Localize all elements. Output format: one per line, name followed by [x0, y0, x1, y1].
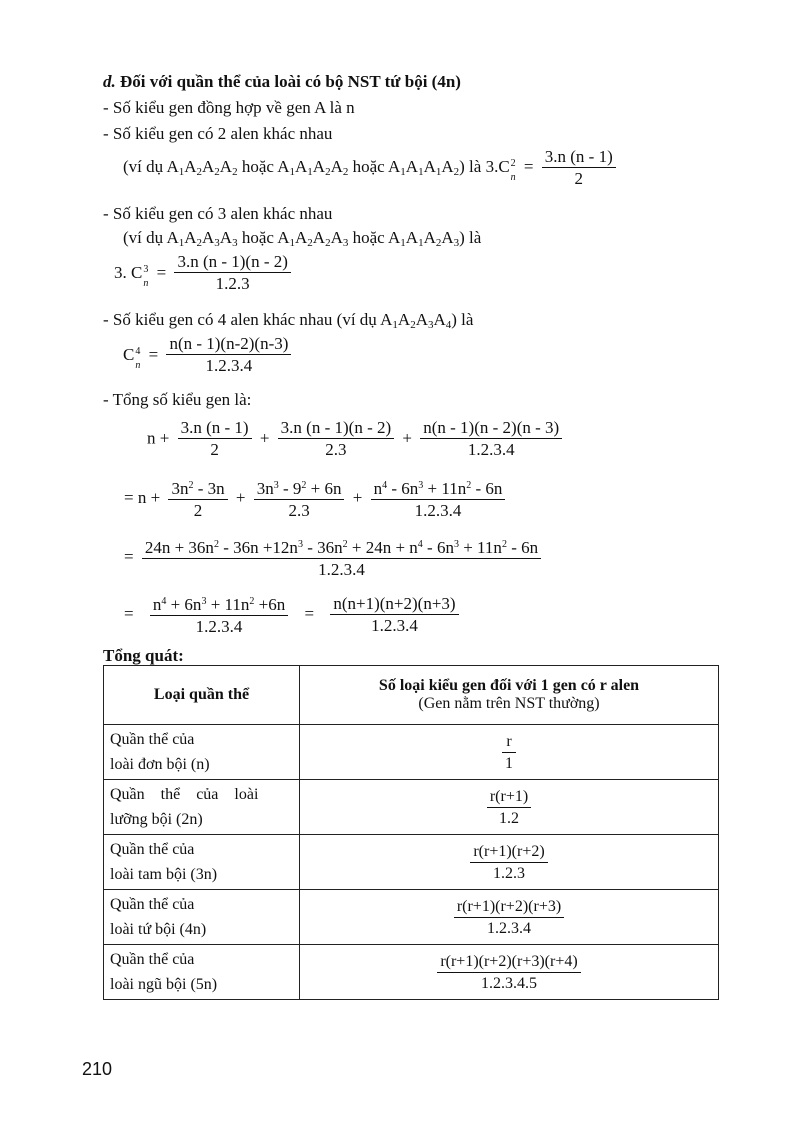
row-type-line1: Quần thể của loài	[110, 786, 259, 803]
sum-line-4	[124, 592, 463, 636]
sum-2-fraction-3	[371, 476, 506, 520]
three-alen-formula	[114, 252, 295, 293]
table-header-row	[104, 666, 719, 725]
row-num: r	[502, 732, 516, 753]
sum-line-2	[124, 476, 509, 520]
sum-4-den1: 1.2.3.4	[195, 617, 243, 636]
row-den: 1.2.3.4.5	[480, 974, 537, 992]
three-alen-prefix: 3. C 3 n =	[114, 262, 167, 289]
row-type-line1: Quần thể của	[110, 896, 195, 913]
row-num: r(r+1)(r+2)(r+3)	[454, 897, 564, 918]
sum-2-fraction-1	[168, 476, 227, 520]
sum-1-fraction-2	[278, 418, 394, 459]
table-row	[104, 725, 719, 780]
sum-1-f1-den: 2	[210, 440, 219, 459]
sum-4-fraction-1	[150, 592, 288, 636]
page-number: 210	[82, 1059, 113, 1079]
sum-2-f1-num: $3n^2 - 3n$	[168, 476, 227, 500]
sum-2-f2-den: 2.3	[288, 501, 310, 520]
two-alen-example	[123, 147, 620, 188]
plus-sign: +	[235, 488, 246, 507]
sum-2-lead: = n +	[124, 488, 161, 507]
col2-header-text: Số loại kiểu gen đối với 1 gen có r alen	[378, 677, 640, 694]
row-type	[104, 725, 300, 780]
four-alen-den: 1.2.3.4	[205, 356, 253, 375]
table-row	[104, 780, 719, 835]
sum-4-num1: $n^4 + 6n^3 + 11n^2 +6n$	[150, 592, 288, 616]
sum-2-fraction-2	[254, 476, 345, 520]
row-den: 1	[505, 754, 513, 772]
equals-sign: =	[124, 547, 134, 566]
sum-1-f2-num: 3.n (n - 1)(n - 2)	[278, 418, 394, 439]
row-fraction	[437, 952, 580, 993]
sum-1-fraction-1	[178, 418, 252, 459]
four-alen-formula	[123, 334, 295, 375]
summary-table	[103, 665, 719, 1000]
row-den: 1.2	[499, 809, 519, 827]
two-alen-num: 3.n (n - 1)	[542, 147, 616, 168]
row-type-line2: lưỡng bội (2n)	[110, 811, 203, 828]
sum-1-lead: n +	[147, 428, 170, 448]
sum-1-f2-den: 2.3	[325, 440, 347, 459]
row-type	[104, 780, 300, 835]
table-row	[104, 890, 719, 945]
row-type-line1: Quần thể của	[110, 731, 195, 748]
sum-1-f3-den: 1.2.3.4	[467, 440, 515, 459]
row-formula	[300, 835, 719, 890]
sum-3-num: $24n + 36n^2 - 36n +12n^3 - 36n^2 + 24n + n^4 - 6n^3 + 11n^2 - 6n$	[142, 535, 541, 559]
row-num: r(r+1)	[487, 787, 531, 808]
section-heading	[103, 72, 461, 92]
row-type-line2: loài ngũ bội (5n)	[110, 976, 218, 993]
table-row	[104, 945, 719, 1000]
row-formula	[300, 780, 719, 835]
sum-2-f1-den: 2	[193, 501, 203, 520]
sum-2-f2-num: $3n^3 - 9^2 + 6n$	[254, 476, 345, 500]
row-num: r(r+1)(r+2)	[470, 842, 547, 863]
row-type-line1: Quần thể của	[110, 951, 195, 968]
sum-2-f3-den: 1.2.3.4	[414, 501, 462, 520]
two-alen-fraction	[542, 147, 616, 188]
sum-4-fraction-2	[330, 594, 458, 635]
line-total: - Tổng số kiểu gen là:	[103, 390, 252, 409]
plus-sign: +	[352, 488, 363, 507]
row-formula	[300, 945, 719, 1000]
line-four-alen: - Số kiểu gen có 4 alen khác nhau (ví dụ $A_1A_2A_3A_4$) là	[103, 310, 474, 331]
two-alen-den: 2	[574, 169, 583, 188]
plus-sign: +	[259, 428, 270, 448]
row-den: 1.2.3	[493, 864, 525, 882]
row-type-line2: loài đơn bội (n)	[110, 756, 210, 773]
three-alen-den: 1.2.3	[215, 274, 250, 293]
sum-1-f1-num: 3.n (n - 1)	[178, 418, 252, 439]
three-alen-example: (ví dụ $A_1A_2A_3A_3$ hoặc $A_1A_2A_2A_3$ hoặc $A_1A_1A_2A_3$) là	[123, 228, 482, 249]
sum-4-den2: 1.2.3.4	[371, 615, 418, 635]
section-heading-lead: d.	[103, 72, 116, 91]
sum-line-1	[147, 418, 566, 459]
row-type-line2: loài tam bội (3n)	[110, 866, 218, 883]
sum-line-3	[124, 535, 545, 579]
row-fraction	[487, 787, 531, 828]
four-alen-prefix: C 4 n =	[123, 344, 159, 371]
sum-3-fraction	[142, 535, 541, 579]
row-type-line2: loài tứ bội (4n)	[110, 921, 207, 938]
plus-sign: +	[402, 428, 412, 448]
row-type	[104, 835, 300, 890]
line-three-alen: - Số kiểu gen có 3 alen khác nhau	[103, 204, 333, 223]
row-type-line1: Quần thể của	[110, 841, 195, 858]
line-homozygous: - Số kiểu gen đồng hợp về gen A là n	[103, 98, 355, 117]
col2-subheader: (Gen nằm trên NST thường)	[418, 695, 600, 712]
table-row	[104, 835, 719, 890]
row-formula	[300, 725, 719, 780]
equals-sign: =	[304, 604, 315, 623]
row-fraction	[502, 732, 516, 773]
row-type	[104, 890, 300, 945]
two-alen-example-text: (ví dụ $A_1A_2A_2A_2$ hoặc $A_1A_1A_2A_2$ hoặc $A_1A_1A_1A_2$) là 3.C 2 n =	[123, 157, 534, 183]
row-type	[104, 945, 300, 1000]
row-den: 1.2.3.4	[486, 919, 531, 937]
sum-1-f3-num: n(n - 1)(n - 2)(n - 3)	[420, 418, 562, 439]
col2-header	[300, 666, 719, 725]
section-heading-text: Đối với quần thể của loài có bộ NST tứ bội (4n)	[115, 72, 461, 91]
line-two-alen: - Số kiểu gen có 2 alen khác nhau	[103, 124, 333, 143]
row-formula	[300, 890, 719, 945]
sum-3-den: 1.2.3.4	[318, 560, 365, 579]
three-alen-num: 3.n (n - 1)(n - 2)	[174, 252, 290, 273]
row-num: r(r+1)(r+2)(r+3)(r+4)	[437, 952, 580, 973]
row-fraction	[470, 842, 547, 883]
three-alen-fraction	[174, 252, 290, 293]
sum-4-num2: n(n+1)(n+2)(n+3)	[330, 594, 458, 615]
sum-1-fraction-3	[420, 418, 562, 459]
equals-sign: =	[124, 604, 134, 623]
four-alen-num: n(n - 1)(n-2)(n-3)	[166, 334, 291, 355]
summary-title: Tổng quát:	[103, 646, 184, 665]
row-fraction	[454, 897, 564, 938]
sum-2-f3-num: $n^4 - 6n^3 + 11n^2 - 6n$	[371, 476, 506, 500]
four-alen-fraction	[166, 334, 291, 375]
col1-header: Loại quần thể	[104, 666, 300, 725]
